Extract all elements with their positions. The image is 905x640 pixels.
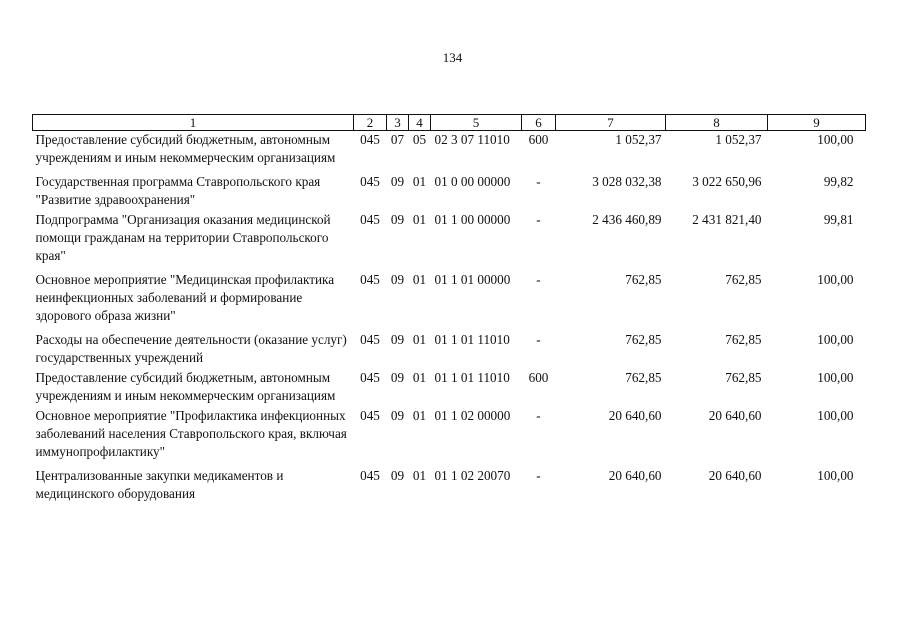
cell-col-9: 100,00 [817, 408, 854, 423]
cell-col-8: 762,85 [725, 370, 762, 385]
row-name: Предоставление субсидий бюджетным, автономным учреждениям и иным некоммерческим организациям [35, 132, 336, 165]
cell-col-4: 01 [412, 212, 427, 227]
cell-col-8: 3 022 650,96 [692, 174, 762, 189]
cell-col-9: 100,00 [817, 332, 854, 347]
header-col-3: 3 [387, 115, 409, 131]
cell-col-7: 762,85 [625, 272, 662, 287]
cell-col-5: 01 1 01 00000 [434, 272, 511, 287]
table-row [33, 210, 866, 266]
header-col-6: 6 [522, 115, 556, 131]
cell-col-7: 3 028 032,38 [592, 174, 662, 189]
row-name: Расходы на обеспечение деятельности (оказание услуг) государственных учреждений [35, 332, 347, 365]
cell-col-3: 09 [390, 332, 405, 347]
table-row [33, 168, 866, 210]
header-col-5: 5 [431, 115, 522, 131]
cell-col-2: 045 [360, 174, 380, 189]
row-name: Основное мероприятие "Профилактика инфекционных заболеваний населения Ставропольского края, включая иммунопрофилактику" [35, 408, 347, 459]
cell-col-4: 01 [412, 174, 427, 189]
cell-col-2: 045 [360, 468, 380, 483]
cell-col-6: - [536, 212, 541, 227]
budget-table [32, 114, 866, 504]
cell-col-5: 01 1 02 20070 [434, 468, 511, 483]
table-body [33, 131, 866, 505]
cell-col-4: 01 [412, 370, 427, 385]
header-col-8: 8 [666, 115, 768, 131]
cell-col-4: 05 [412, 132, 427, 147]
row-name: Подпрограмма "Организация оказания медицинской помощи гражданам на территории Ставропольского края" [35, 212, 331, 263]
table-row [33, 131, 866, 169]
cell-col-5: 01 1 02 00000 [434, 408, 511, 423]
cell-col-7: 2 436 460,89 [592, 212, 662, 227]
cell-col-6: 600 [528, 370, 549, 385]
cell-col-5: 01 1 01 11010 [434, 332, 510, 347]
cell-col-5: 01 0 00 00000 [434, 174, 511, 189]
cell-col-7: 1 052,37 [615, 132, 662, 147]
table-row [33, 266, 866, 326]
cell-col-4: 01 [412, 332, 427, 347]
cell-col-5: 02 3 07 11010 [434, 132, 510, 147]
cell-col-2: 045 [360, 212, 380, 227]
cell-col-4: 01 [412, 272, 427, 287]
cell-col-6: 600 [528, 132, 549, 147]
cell-col-5: 01 1 01 11010 [434, 370, 510, 385]
cell-col-8: 1 052,37 [715, 132, 762, 147]
cell-col-3: 07 [390, 132, 405, 147]
cell-col-9: 100,00 [817, 132, 854, 147]
cell-col-2: 045 [360, 370, 380, 385]
cell-col-2: 045 [360, 332, 380, 347]
header-col-2: 2 [354, 115, 387, 131]
table-row [33, 326, 866, 368]
table-row [33, 368, 866, 406]
table-row [33, 462, 866, 504]
cell-col-3: 09 [390, 370, 405, 385]
cell-col-3: 09 [390, 272, 405, 287]
cell-col-6: - [536, 408, 541, 423]
cell-col-6: - [536, 468, 541, 483]
cell-col-9: 99,82 [823, 174, 854, 189]
table-row [33, 406, 866, 462]
cell-col-9: 100,00 [817, 468, 854, 483]
header-col-4: 4 [409, 115, 431, 131]
cell-col-3: 09 [390, 408, 405, 423]
row-name: Основное мероприятие "Медицинская профилактика неинфекционных заболеваний и формирование здорового образа жизни" [35, 272, 335, 323]
cell-col-8: 762,85 [725, 272, 762, 287]
cell-col-7: 762,85 [625, 332, 662, 347]
cell-col-5: 01 1 00 00000 [434, 212, 511, 227]
header-col-7: 7 [556, 115, 666, 131]
cell-col-6: - [536, 272, 541, 287]
cell-col-2: 045 [360, 272, 380, 287]
cell-col-6: - [536, 174, 541, 189]
header-col-9: 9 [768, 115, 866, 131]
cell-col-3: 09 [390, 468, 405, 483]
cell-col-7: 20 640,60 [608, 408, 662, 423]
cell-col-9: 100,00 [817, 272, 854, 287]
cell-col-6: - [536, 332, 541, 347]
cell-col-8: 20 640,60 [708, 408, 762, 423]
row-name: Централизованные закупки медикаментов и медицинского оборудования [35, 468, 284, 501]
table-header [33, 115, 866, 131]
cell-col-2: 045 [360, 408, 380, 423]
cell-col-2: 045 [360, 132, 380, 147]
cell-col-7: 20 640,60 [608, 468, 662, 483]
cell-col-7: 762,85 [625, 370, 662, 385]
cell-col-4: 01 [412, 468, 427, 483]
cell-col-3: 09 [390, 174, 405, 189]
row-name: Государственная программа Ставропольского края "Развитие здравоохранения" [35, 174, 321, 207]
page-number: 134 [442, 50, 463, 65]
cell-col-8: 2 431 821,40 [692, 212, 762, 227]
cell-col-8: 762,85 [725, 332, 762, 347]
cell-col-8: 20 640,60 [708, 468, 762, 483]
header-col-1: 1 [33, 115, 354, 131]
cell-col-3: 09 [390, 212, 405, 227]
cell-col-4: 01 [412, 408, 427, 423]
cell-col-9: 100,00 [817, 370, 854, 385]
cell-col-9: 99,81 [823, 212, 854, 227]
row-name: Предоставление субсидий бюджетным, автономным учреждениям и иным некоммерческим организациям [35, 370, 336, 403]
